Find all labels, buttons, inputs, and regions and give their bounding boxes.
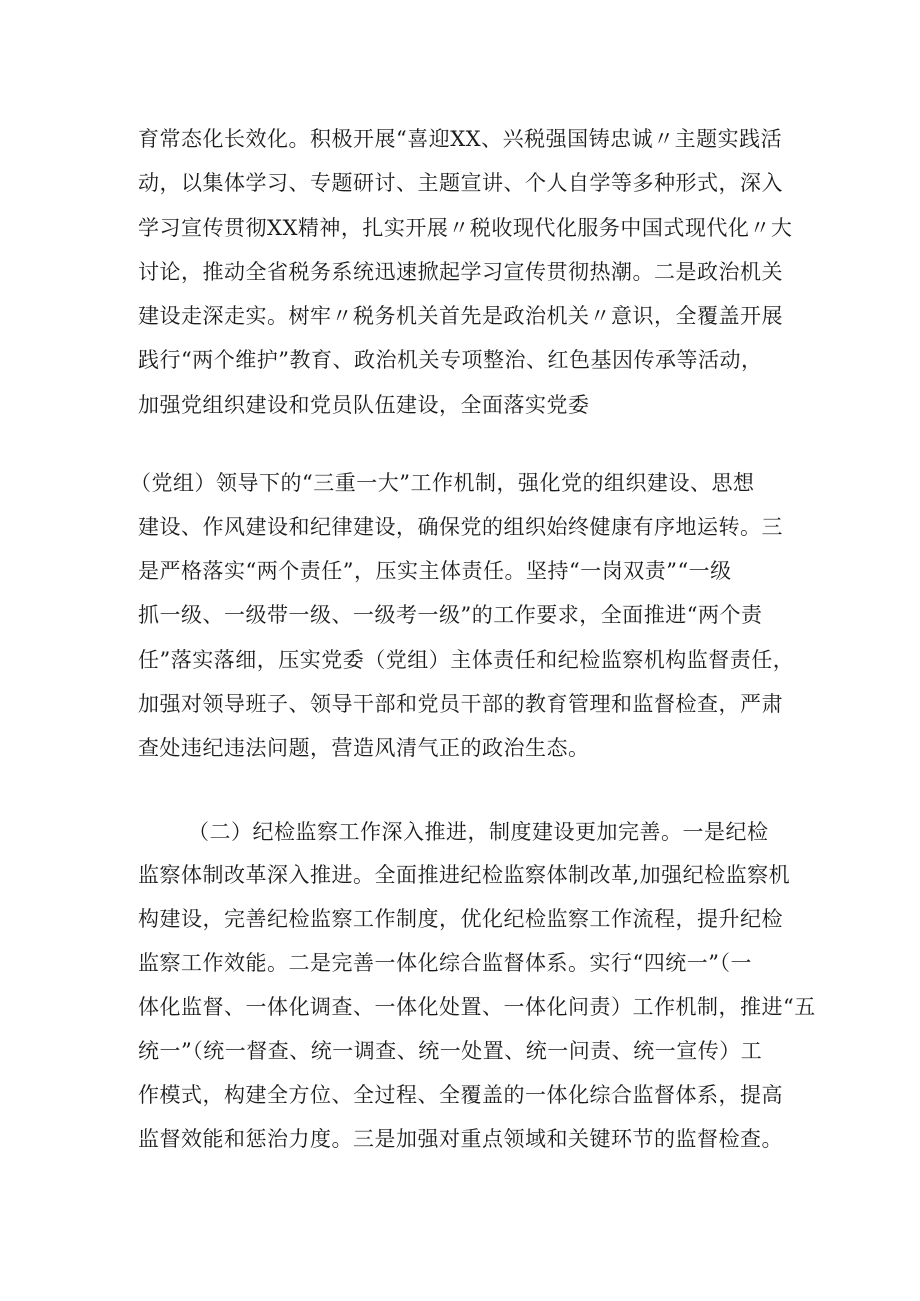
text-line: 统一”（统一督查、统一调查、统一处置、统一问责、统一宣传）工 bbox=[138, 1039, 763, 1063]
text-line: 加强对领导班子、领导干部和党员干部的教育管理和监督检查，严肃 bbox=[138, 692, 783, 716]
text-line: 任”落实落细，压实党委（党组）主体责任和纪检监察机构监督责任， bbox=[138, 648, 795, 672]
text-line: 学习宣传贯彻XX精神，扎实开展〃税收现代化服务中国式现代化〃大 bbox=[138, 216, 793, 240]
text-line: 建设、作风建设和纪律建设，确保党的组织始终健康有序地运转。三 bbox=[138, 515, 783, 539]
text-line: 构建设，完善纪检监察工作制度，优化纪检监察工作流程，提升纪检 bbox=[138, 907, 783, 931]
text-line: 监察工作效能。二是完善一体化综合监督体系。实行“四统一”（一 bbox=[138, 951, 752, 975]
text-line: 监察体制改革深入推进。全面推进纪检监察体制改革,加强纪检监察机 bbox=[138, 863, 791, 887]
text-line: 动，以集体学习、专题研讨、主题宣讲、个人自学等多种形式，深入 bbox=[138, 171, 783, 195]
text-line: 育常态化长效化。积极开展“喜迎XX、兴税强国铸忠诚〃主题实践活 bbox=[138, 127, 783, 151]
text-line: 抓一级、一级带一级、一级考一级”的工作要求，全面推进“两个责 bbox=[138, 603, 763, 627]
text-line: 作模式，构建全方位、全过程、全覆盖的一体化综合监督体系，提高 bbox=[138, 1083, 783, 1107]
text-line: 监督效能和惩治力度。三是加强对重点领域和关键环节的监督检查。 bbox=[138, 1127, 783, 1151]
text-line: 加强党组织建设和党员队伍建设，全面落实党委 bbox=[138, 393, 590, 417]
text-line: （党组）领导下的“三重一大”工作机制，强化党的组织建设、思想 bbox=[130, 471, 755, 495]
text-line: 是严格落实“两个责任”，压实主体责任。坚持“一岗双责”“一级 bbox=[138, 559, 732, 583]
text-line: 践行“两个维护”教育、政治机关专项整治、红色基因传承等活动， bbox=[138, 348, 763, 372]
section-heading-line: （二）纪检监察工作深入推进，制度建设更加完善。一是纪检 bbox=[188, 820, 769, 844]
text-line: 查处违纪违法问题，营造风清气正的政治生态。 bbox=[138, 736, 590, 760]
text-line: 建设走深走实。树牢〃税务机关首先是政治机关〃意识，全覆盖开展 bbox=[138, 304, 783, 328]
text-line: 讨论，推动全省税务系统迅速掀起学习宣传贯彻热潮。二是政治机关 bbox=[138, 260, 783, 284]
text-line: 体化监督、一体化调查、一体化处置、一体化问责）工作机制，推进“五 bbox=[138, 995, 816, 1019]
